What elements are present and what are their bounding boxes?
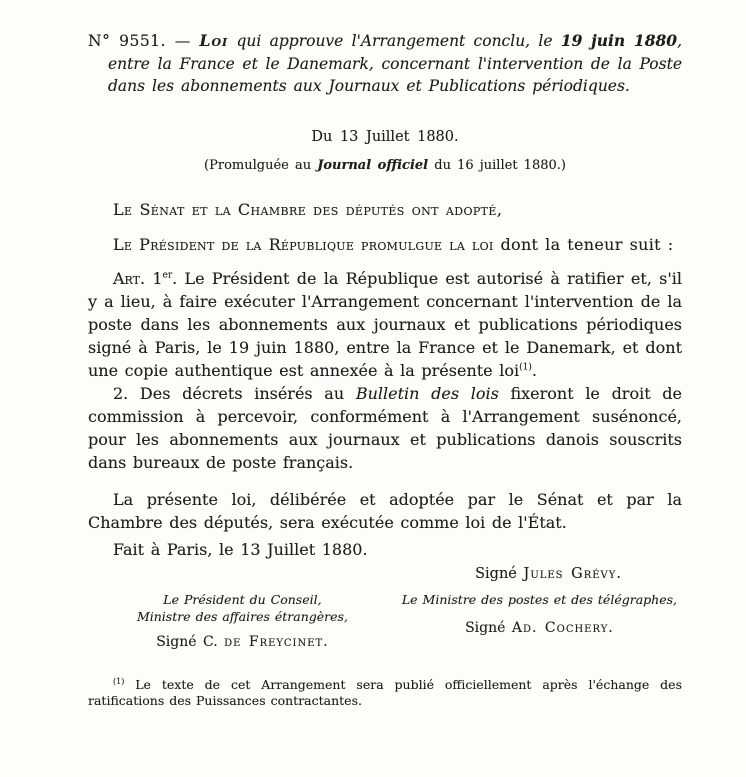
signature-block-cochery [397,591,682,650]
journal-officiel-ref: Journal officiel [317,157,429,173]
article-1-ordinal: er [162,270,173,281]
promulgation-line [88,158,682,173]
law-title-date: 19 juin 1880 [560,31,678,50]
cochery-signature [397,620,682,636]
promulgation-suffix: du 16 juillet 1880.) [428,157,566,173]
cochery-name: Ad. Cochery. [511,619,614,636]
place-and-date: Fait à Paris, le 13 Juillet 1880. [113,539,368,559]
law-title-mid: qui approuve l'Arrangement conclu, le [228,32,561,50]
signe-label: Signé [465,619,512,636]
signe-label: Signé [475,565,524,582]
signe-label: Signé C. [156,633,225,650]
signature-block-freycinet [88,591,397,650]
footnote-text: Le texte de cet Arrangement sera publié officiellement après l'échange des ratifications des Puissances contractantes. [88,676,682,708]
article-1-text-end: . [531,360,537,380]
footnote [88,677,682,710]
article-1-text: . Le Président de la République est autorisé à ratifier et, s'il y a lieu, à faire exécuter l'Arrangement concernant l'intervention de la poste dans les abonnements aux journaux et publications périodiques signé à Paris, le 19 juin 1880, entre la France et le Danemark, et dont une copie authentique est annexée à la présente loi [88,268,683,380]
cochery-title-line: Le Ministre des postes et des télégraphes, [401,591,677,607]
article-1 [88,267,682,382]
promulgation-prefix: (Promulguée au [204,157,318,173]
promulgue-smallcaps: Le Président de la République promulgue la loi [113,234,494,254]
president-name: Jules Grévy. [523,565,622,582]
counter-signatures [88,591,682,650]
freycinet-title-line1: Le Président du Conseil, [163,591,322,607]
closing-formula: La présente loi, délibérée et adoptée par le Sénat et par la Chambre des députés, sera exécutée comme loi de l'État. [88,489,682,532]
freycinet-title-line2: Ministre des affaires étrangères, [136,608,348,624]
article-2 [88,382,682,474]
adoption-line: Le Sénat et la Chambre des députés ont adopté, [113,199,503,219]
promulgue-rest: dont la teneur suit : [493,234,674,254]
freycinet-name: de Freycinet. [224,633,329,650]
article-2-suffix: fixeront le droit de commission à percevoir, conformément à l'Arrangement susénoncé, pour les abonnements aux journaux et publications danois souscrits dans bureaux de poste français. [88,383,683,472]
article-1-number: 1 [152,268,163,288]
article-1-label: Art. [113,268,153,288]
bulletin-des-lois-ref: Bulletin des lois [355,383,499,403]
law-number: N° 9551. — [88,32,200,50]
footnote-reference-mark: (1) [519,362,532,373]
footnote-marker: (1) [113,676,125,686]
law-title-end: , entre la France et le Danemark, concernant l'intervention de la Poste dans les abonnements aux Journaux et Publications périodiques. [108,32,683,95]
article-2-prefix: 2. Des décrets insérés au [113,383,356,403]
freycinet-signature [88,634,397,650]
president-signature [88,566,682,582]
law-label: Loi [199,31,229,50]
dateline: Du 13 Juillet 1880. [311,128,459,145]
law-title [88,30,682,98]
promulgation-formula [88,233,682,256]
